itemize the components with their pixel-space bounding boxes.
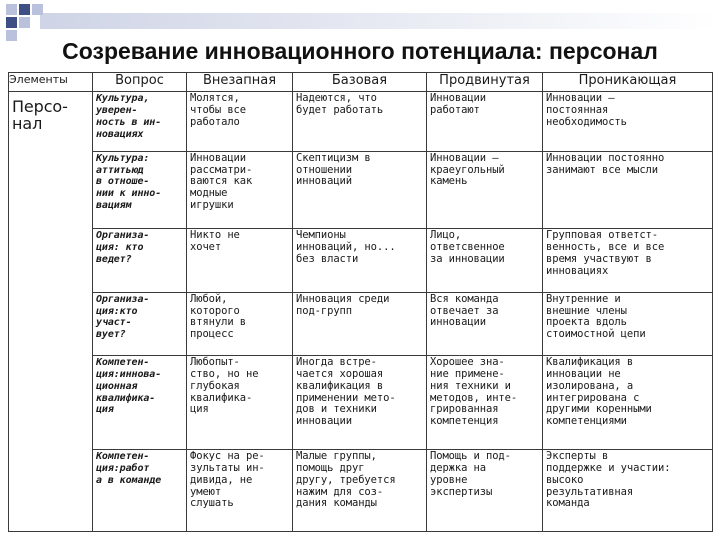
maturity-table-image: [8, 72, 712, 532]
table-cell: Надеются, что будет работать: [293, 92, 427, 151]
table-cell: Вся команда отвечает за инновации: [427, 292, 543, 355]
deco-square: [32, 4, 43, 15]
table-cell: Внутренние и внешние члены проекта вдоль стоимостной цепи: [543, 292, 713, 355]
table-row: [9, 450, 713, 532]
table-cell: Скептицизм в отношении инноваций: [293, 151, 427, 229]
table-cell: Групповая ответст- венность, все и все время участвуют в инновациях: [543, 229, 713, 292]
table-header-row: [9, 73, 713, 92]
column-header: Проникающая: [543, 73, 713, 92]
table-cell: Квалификация в инновации не изолирована, а интегрирована с другими коренными компетенциями: [543, 356, 713, 450]
table-cell: Инновации работают: [427, 92, 543, 151]
column-header: Элементы: [9, 73, 93, 92]
column-header: Базовая: [293, 73, 427, 92]
deco-square: [19, 4, 30, 15]
table-cell: Помощь и под- держка на уровне экспертизы: [427, 450, 543, 532]
table-cell: Инновации – краеугольный камень: [427, 151, 543, 229]
table-cell: Молятся, чтобы все работало: [187, 92, 293, 151]
slide-title: Созревание инновационного потенциала: персонал: [62, 38, 658, 64]
table-cell: Иногда встре- чается хорошая квалификация в применении мето- дов и техники инновации: [293, 356, 427, 450]
table-cell: Чемпионы инноваций, но... без власти: [293, 229, 427, 292]
header-gradient-strip: [40, 13, 720, 29]
table-cell: Любой, которого втянули в процесс: [187, 292, 293, 355]
deco-square: [6, 4, 17, 15]
table-cell: Никто не хочет: [187, 229, 293, 292]
table-cell: Лицо, ответсвенное за инновации: [427, 229, 543, 292]
question-cell: Культура: аттитьюд в отноше- нии к инно- вациям: [93, 151, 187, 229]
column-header: Вопрос: [93, 73, 187, 92]
table-cell: Инновации постоянно занимают все мысли: [543, 151, 713, 229]
question-cell: Компетен- ция:иннова- ционная квалифика- ция: [93, 356, 187, 450]
column-header: Внезапная: [187, 73, 293, 92]
table-cell: Инновация среди под-групп: [293, 292, 427, 355]
element-label: Персо- нал: [12, 97, 68, 134]
table-row: [9, 92, 713, 151]
table-row: [9, 229, 713, 292]
table-cell: Инновации рассматри- ваются как модные игрушки: [187, 151, 293, 229]
table-row: [9, 151, 713, 229]
table-row: [9, 292, 713, 355]
table-cell: Хорошее зна- ние примене- ния техники и методов, инте- грированная компетенция: [427, 356, 543, 450]
table-cell: Малые группы, помощь друг другу, требуется нажим для соз- дания команды: [293, 450, 427, 532]
question-cell: Компетен- ция:работ а в команде: [93, 450, 187, 532]
maturity-table: [8, 72, 713, 532]
table-cell: Эксперты в поддержке и участии: высоко результативная команда: [543, 450, 713, 532]
deco-square: [6, 17, 17, 28]
question-cell: Организа- ция:кто участ- вует?: [93, 292, 187, 355]
table-cell: Любопыт- ство, но не глубокая квалифика- ция: [187, 356, 293, 450]
table-cell: Инновации – постоянная необходимость: [543, 92, 713, 151]
question-cell: Культура, уверен- ность в ин- новациях: [93, 92, 187, 151]
deco-square: [19, 17, 30, 28]
table-row: [9, 356, 713, 450]
table-cell: Фокус на ре- зультаты ин- дивида, не умеют слушать: [187, 450, 293, 532]
header-decoration: [0, 0, 720, 36]
element-cell: [9, 92, 93, 532]
question-cell: Организа- ция: кто ведет?: [93, 229, 187, 292]
column-header: Продвинутая: [427, 73, 543, 92]
